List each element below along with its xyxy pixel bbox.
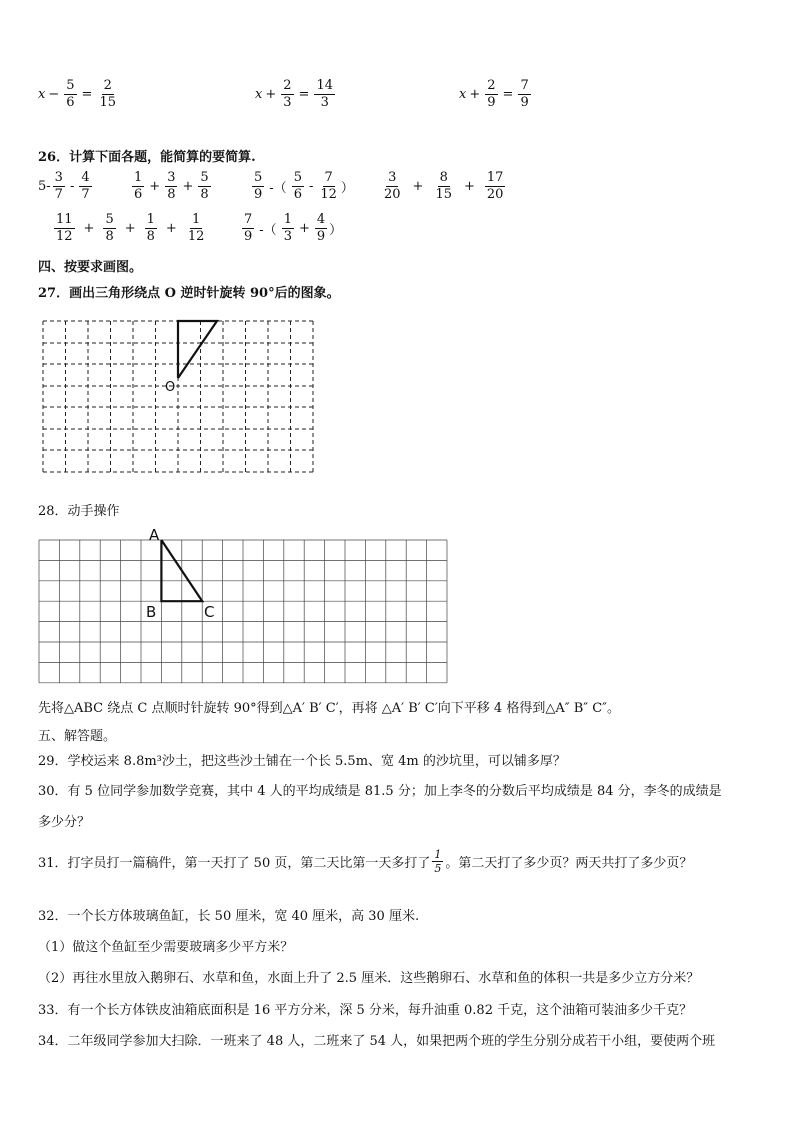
operator: -	[308, 179, 314, 194]
operator: +	[83, 221, 95, 236]
denominator: 3	[283, 95, 292, 110]
fraction	[79, 170, 91, 203]
fraction	[103, 212, 115, 245]
denominator: 9	[520, 95, 529, 110]
q32-text: 32．一个长方体玻璃鱼缸，长 50 厘米，宽 40 厘米，高 30 厘米.	[38, 909, 420, 924]
equals: =	[81, 87, 93, 102]
numerator: 3	[54, 170, 63, 185]
fraction	[53, 170, 65, 203]
numerator: 14	[316, 78, 333, 93]
equals: =	[298, 87, 310, 102]
operator: +	[412, 179, 424, 194]
denominator: 6	[134, 187, 143, 202]
q26-expr-b	[130, 170, 213, 203]
numerator: 7	[324, 170, 333, 185]
operator: -	[69, 179, 75, 194]
fraction	[186, 212, 207, 245]
q31-text-after: 。第二天打了多少页？两天共打了多少页？	[445, 856, 693, 871]
q28-label-b: B	[146, 603, 157, 621]
numerator: 2	[283, 78, 292, 93]
denominator: 8	[146, 229, 155, 244]
section-5-heading: 五、解答题。	[38, 729, 117, 744]
fraction	[281, 78, 293, 111]
operator: −	[48, 87, 60, 102]
operator: +	[469, 87, 481, 102]
operator: +	[464, 179, 475, 194]
numerator: 7	[244, 212, 253, 227]
denominator: 6	[66, 95, 75, 110]
q32-part1: （1）做这个鱼缸至少需要玻璃多少平方米？	[38, 940, 294, 955]
fraction	[318, 170, 339, 203]
denominator: 8	[200, 187, 209, 202]
denominator: 9	[316, 229, 326, 244]
q34-text: 34．二年级同学参加大扫除．一班来了 48 人，二班来了 54 人，如果把两个班的学生分别分成若干小组，要使两个班	[38, 1034, 716, 1049]
fraction	[242, 212, 254, 245]
var-x: x	[38, 87, 46, 102]
numerator: 3	[167, 170, 176, 185]
section-4-heading: 四、按要求画图。	[38, 260, 143, 275]
denominator: 12	[320, 187, 337, 202]
denominator: 15	[435, 187, 452, 202]
fraction	[165, 170, 177, 203]
equation-2	[255, 78, 337, 111]
denominator: 7	[81, 187, 90, 202]
denominator: 20	[486, 187, 504, 202]
q26-expr-c	[250, 170, 354, 203]
equation-3	[459, 78, 533, 111]
denominator: 15	[99, 95, 116, 110]
operator: +	[149, 179, 161, 194]
q26-expr-d	[380, 170, 507, 203]
var-x: x	[459, 87, 467, 102]
q28-text: 28．动手操作	[38, 504, 120, 519]
q31-text	[38, 848, 692, 875]
numerator: 1	[134, 170, 143, 185]
fraction	[382, 170, 403, 203]
fraction	[252, 170, 264, 203]
numerator: 1	[283, 212, 292, 227]
q28-label-a: A	[149, 526, 160, 544]
fraction	[132, 170, 144, 203]
operator: +	[182, 179, 194, 194]
numerator: 2	[487, 78, 496, 93]
denominator: 5	[434, 862, 442, 875]
fraction	[314, 78, 335, 111]
fraction	[315, 212, 327, 245]
q26-expr-a	[38, 170, 94, 203]
fraction	[64, 78, 76, 111]
numerator: 11	[56, 212, 73, 227]
numerator: 5	[254, 170, 263, 185]
fraction	[282, 212, 294, 245]
numerator: 3	[388, 170, 397, 185]
numerator: 4	[316, 212, 326, 227]
operator: -（	[269, 181, 287, 196]
var-x: x	[255, 87, 263, 102]
numerator: 4	[81, 170, 90, 185]
numerator: 7	[520, 78, 529, 93]
numerator: 5	[66, 78, 75, 93]
denominator: 8	[105, 229, 114, 244]
denominator: 9	[244, 229, 253, 244]
numerator: 5	[293, 170, 302, 185]
fraction	[518, 78, 530, 111]
fraction	[485, 78, 497, 111]
fraction	[485, 170, 506, 203]
fraction	[292, 170, 304, 203]
q31-fraction	[432, 848, 443, 875]
q26-title: 26．计算下面各题，能简算的要简算.	[38, 150, 256, 165]
fraction	[97, 78, 118, 111]
fraction	[145, 212, 157, 245]
close-paren: ）	[340, 181, 354, 196]
denominator: 9	[487, 95, 496, 110]
equals: =	[502, 87, 514, 102]
fraction	[198, 170, 210, 203]
q30-text-line2: 多少分？	[38, 815, 91, 830]
operator: +	[298, 221, 310, 236]
denominator: 6	[293, 187, 302, 202]
numerator: 5	[105, 212, 114, 227]
denominator: 12	[187, 229, 205, 244]
q27-dashed-grid	[40, 318, 320, 478]
denominator: 8	[167, 187, 176, 202]
q31-text-before: 31．打字员打一篇稿件，第一天打了 50 页，第二天比第一天多打了	[38, 856, 431, 871]
operator: +	[265, 87, 277, 102]
q27-text: 27．画出三角形绕点 O 逆时针旋转 90°后的图象。	[38, 286, 340, 301]
q27-triangle	[178, 321, 217, 378]
denominator: 9	[254, 187, 263, 202]
numerator: 1	[191, 212, 201, 227]
denominator: 7	[54, 187, 63, 202]
q30-text-line1: 30．有 5 位同学参加数学竞赛，其中 4 人的平均成绩是 81.5 分；加上李冬的分数后平均成绩是 84 分，李冬的成绩是	[38, 784, 722, 799]
q28-grid	[37, 538, 451, 688]
denominator: 3	[283, 229, 292, 244]
fraction	[54, 212, 75, 245]
numerator: 8	[439, 170, 448, 185]
q32-part2: （2）再往水里放入鹅卵石、水草和鱼，水面上升了 2.5 厘米．这些鹅卵石、水草和鱼的体积一共是多少立方分米？	[38, 971, 700, 986]
operator: +	[124, 221, 136, 236]
numerator: 2	[103, 78, 112, 93]
equation-1	[38, 78, 120, 111]
operator: -（	[259, 223, 277, 238]
numerator: 1	[434, 848, 442, 861]
numerator: 17	[486, 170, 504, 185]
q27-point-o-label: O	[165, 380, 176, 395]
prefix: 5-	[38, 179, 51, 194]
numerator: 1	[146, 212, 155, 227]
q29-text: 29．学校运来 8.8m³沙土，把这些沙土铺在一个长 5.5m、宽 4m 的沙坑里，可以铺多厚？	[38, 754, 566, 769]
fraction	[433, 170, 454, 203]
denominator: 20	[384, 187, 401, 202]
q26-expr-e	[52, 212, 208, 245]
q26-expr-f	[240, 212, 342, 245]
denominator: 12	[56, 229, 73, 244]
denominator: 3	[320, 95, 329, 110]
operator: +	[165, 221, 177, 236]
numerator: 5	[200, 170, 209, 185]
q28-instruction: 先将△ABC 绕点 C 点顺时针旋转 90°得到△A′ B′ C′，再将 △A′ B′ C′向下平移 4 格得到△A″ B″ C″。	[38, 701, 621, 716]
close-paren: ）	[329, 223, 343, 238]
q33-text: 33．有一个长方体铁皮油箱底面积是 16 平方分米，深 5 分米，每升油重 0.82 千克，这个油箱可装油多少千克？	[38, 1003, 693, 1018]
q28-label-c: C	[204, 603, 215, 621]
